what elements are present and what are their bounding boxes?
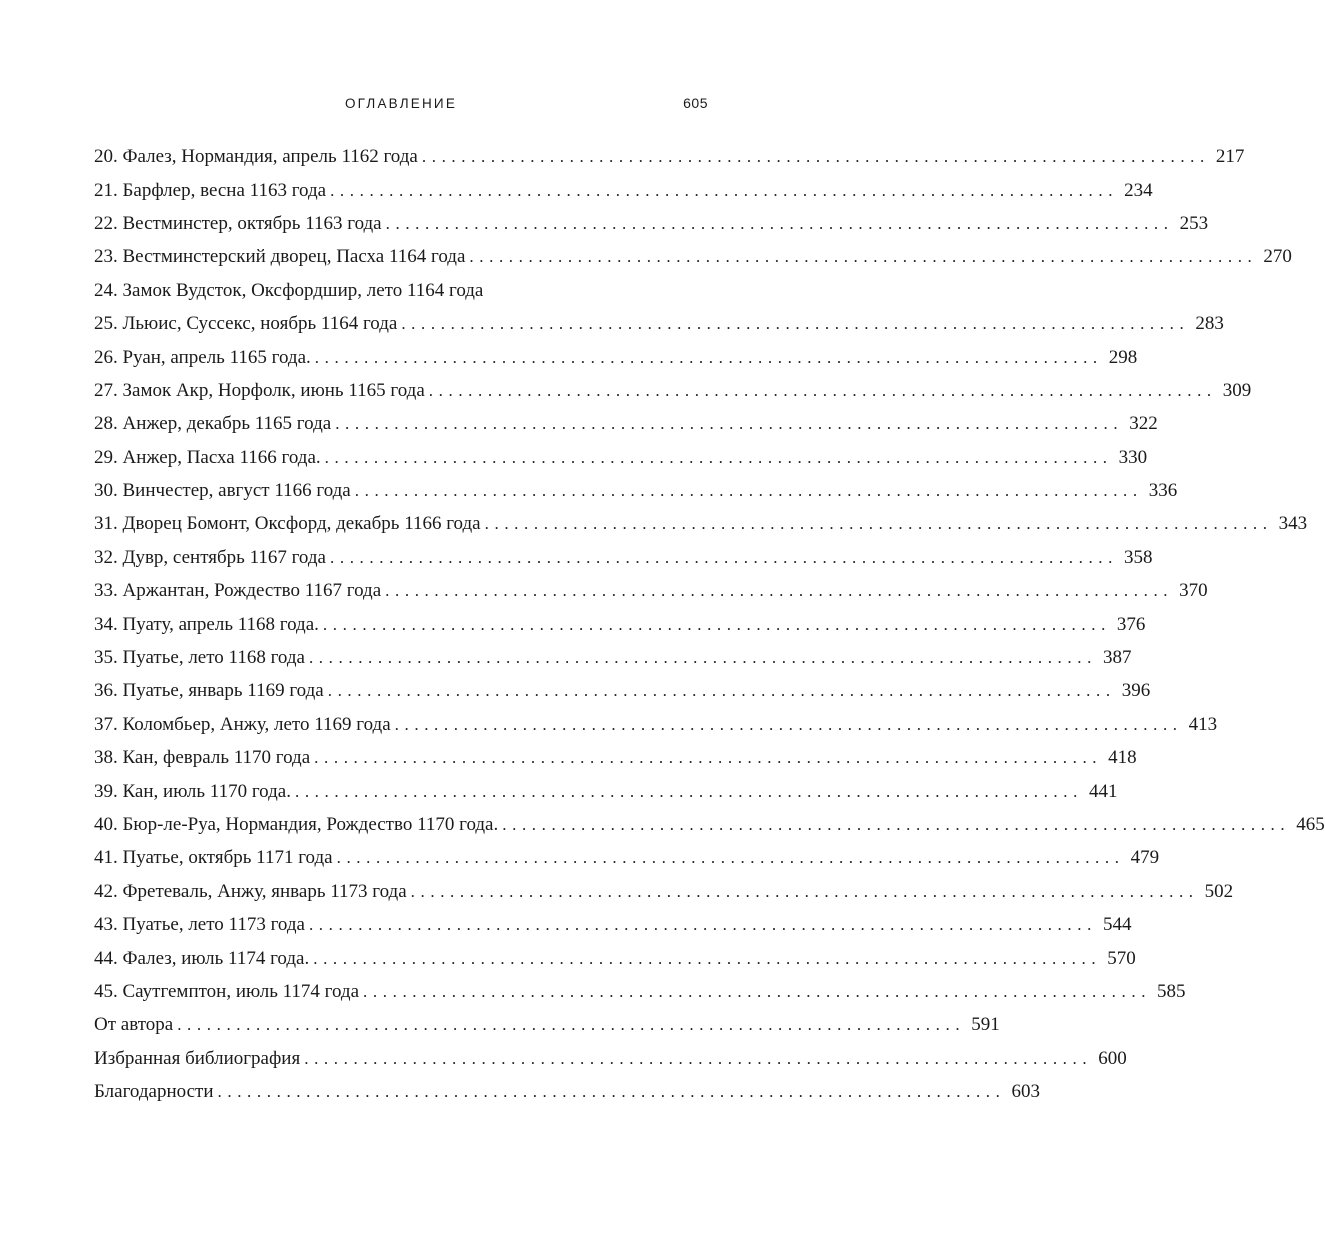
toc-entry-title: 39. Кан, июль 1170 года. (94, 780, 291, 802)
running-title: ОГЛАВЛЕНИЕ (344, 96, 458, 111)
toc-entry-page: 591 (971, 1014, 1000, 1036)
toc-entry-page: 322 (1129, 413, 1158, 435)
toc-entry-page: 502 (1204, 880, 1234, 902)
toc-entry-page: 283 (1195, 313, 1224, 335)
table-of-contents (94, 140, 1325, 1108)
toc-entry-title: 37. Коломбьер, Анжу, лето 1169 года (94, 713, 391, 735)
toc-dot-leader: ................................................................................ (502, 815, 1291, 834)
toc-entry-title: 24. Замок Вудсток, Оксфордшир, лето 1164 года (94, 279, 484, 301)
toc-dot-leader: ................................................................................ (217, 1082, 1006, 1102)
toc-dot-leader: ................................................................................ (401, 314, 1190, 334)
toc-entry[interactable] (94, 774, 1118, 807)
toc-entry-page: 253 (1179, 212, 1209, 234)
toc-entry-title: 25. Льюис, Суссекс, ноябрь 1164 года (94, 313, 398, 335)
toc-entry[interactable] (94, 1042, 1127, 1075)
toc-entry-title: От автора (94, 1014, 174, 1036)
toc-dot-leader: ................................................................................ (330, 180, 1119, 200)
toc-entry-page: 270 (1263, 246, 1292, 268)
toc-entry-title: 32. Дувр, сентябрь 1167 года (94, 546, 326, 568)
toc-entry-page: 570 (1107, 947, 1136, 969)
toc-dot-leader: ................................................................................ (336, 848, 1125, 868)
toc-entry[interactable] (94, 908, 1132, 941)
toc-entry[interactable] (94, 1008, 1000, 1041)
toc-entry-title: 29. Анжер, Пасха 1166 года. (94, 446, 321, 468)
toc-entry-title: 30. Винчестер, август 1166 года (94, 480, 351, 502)
running-header (94, 93, 708, 115)
toc-entry-page: 396 (1121, 680, 1151, 702)
toc-entry-title: 43. Пуатье, лето 1173 года (94, 914, 305, 936)
toc-entry-title: 45. Саутгемптон, июль 1174 года (94, 980, 360, 1002)
toc-entry[interactable] (94, 441, 1148, 474)
toc-entry-title: Избранная библиография (94, 1047, 301, 1069)
toc-entry-page: 234 (1124, 179, 1153, 201)
toc-entry[interactable] (94, 674, 1151, 707)
toc-entry[interactable] (94, 340, 1138, 373)
toc-entry-page: 330 (1118, 446, 1148, 468)
toc-dot-leader: ................................................................................ (314, 748, 1103, 768)
toc-entry-page: 441 (1088, 780, 1118, 802)
toc-entry-page: 309 (1222, 379, 1252, 401)
toc-entry-page: 465 (1296, 814, 1325, 835)
toc-entry-page: 376 (1116, 613, 1146, 635)
toc-entry-title: 20. Фалез, Нормандия, апрель 1162 года (94, 146, 418, 168)
toc-entry-title: 36. Пуатье, январь 1169 года (94, 680, 324, 702)
toc-entry[interactable] (94, 307, 1224, 340)
toc-entry-page: 479 (1130, 847, 1160, 869)
toc-dot-leader: ................................................................................ (327, 681, 1116, 701)
toc-entry[interactable] (94, 274, 708, 307)
toc-entry[interactable] (94, 374, 1252, 407)
toc-dot-leader: ................................................................................ (313, 948, 1102, 968)
toc-entry[interactable] (94, 607, 1146, 640)
toc-dot-leader: ................................................................................ (469, 247, 1258, 267)
toc-dot-leader: ................................................................................ (322, 614, 1111, 634)
toc-entry[interactable] (94, 574, 1208, 607)
toc-entry-title: 40. Бюр-ле-Руа, Нормандия, Рождество 1170 года. (94, 814, 499, 835)
toc-dot-leader: ................................................................................ (410, 881, 1199, 901)
toc-dot-leader: ................................................................................ (421, 147, 1210, 167)
toc-dot-leader: ................................................................................ (308, 915, 1097, 935)
toc-entry[interactable] (94, 708, 1218, 741)
toc-entry-page: 358 (1124, 546, 1153, 568)
toc-dot-leader: ................................................................................ (308, 648, 1097, 668)
toc-entry[interactable] (94, 741, 1137, 774)
toc-dot-leader: ................................................................................ (363, 981, 1152, 1001)
toc-entry-title: 41. Пуатье, октябрь 1171 года (94, 847, 333, 869)
toc-entry-title: 26. Руан, апрель 1165 года. (94, 346, 311, 368)
toc-entry[interactable] (94, 1075, 1040, 1108)
toc-entry[interactable] (94, 240, 1292, 273)
toc-entry-page: 603 (1011, 1081, 1040, 1103)
toc-dot-leader: ................................................................................ (428, 380, 1217, 400)
toc-entry-page: 413 (1188, 713, 1218, 735)
toc-entry-page: 387 (1102, 647, 1132, 669)
toc-entry[interactable] (94, 207, 1209, 240)
toc-entry[interactable] (94, 975, 1186, 1008)
toc-dot-leader: ................................................................................ (385, 581, 1174, 601)
toc-entry-title: 38. Кан, февраль 1170 года (94, 747, 311, 769)
toc-dot-leader: ................................................................................ (177, 1015, 966, 1035)
toc-entry[interactable] (94, 808, 1325, 841)
toc-entry-page: 217 (1215, 146, 1245, 168)
toc-dot-leader: ................................................................................ (330, 547, 1118, 567)
toc-dot-leader: ................................................................................ (324, 447, 1113, 467)
toc-entry-page: 370 (1179, 580, 1208, 602)
toc-entry-page: 336 (1148, 480, 1178, 502)
toc-entry[interactable] (94, 841, 1160, 874)
toc-entry-title: 33. Аржантан, Рождество 1167 года (94, 580, 382, 602)
toc-entry[interactable] (94, 140, 1245, 173)
toc-dot-leader: ................................................................................ (354, 481, 1143, 501)
toc-entry-title: 44. Фалез, июль 1174 года. (94, 947, 310, 969)
toc-dot-leader: ................................................................................ (314, 347, 1103, 367)
toc-dot-leader: ................................................................................ (394, 714, 1183, 734)
toc-entry-title: 35. Пуатье, лето 1168 года (94, 647, 305, 669)
toc-entry[interactable] (94, 875, 1234, 908)
toc-entry[interactable] (94, 641, 1132, 674)
toc-entry[interactable] (94, 541, 1153, 574)
toc-entry-page: 600 (1098, 1047, 1127, 1069)
toc-entry-title: Благодарности (94, 1081, 214, 1103)
toc-dot-leader: ................................................................................ (335, 414, 1124, 434)
toc-entry-page: 343 (1278, 513, 1308, 535)
toc-entry-title: 21. Барфлер, весна 1163 года (94, 179, 327, 201)
toc-entry-title: 23. Вестминстерский дворец, Пасха 1164 года (94, 246, 466, 268)
toc-entry[interactable] (94, 407, 1158, 440)
toc-entry[interactable] (94, 173, 1153, 206)
toc-dot-leader: ................................................................................ (484, 514, 1273, 534)
toc-entry-title: 22. Вестминстер, октябрь 1163 года (94, 212, 382, 234)
toc-entry-page: 298 (1108, 346, 1138, 368)
toc-entry-title: 28. Анжер, декабрь 1165 года (94, 413, 332, 435)
toc-dot-leader: ................................................................................ (294, 781, 1083, 801)
book-page (94, 0, 1325, 1241)
toc-entry[interactable] (94, 941, 1136, 974)
toc-entry-title: 27. Замок Акр, Норфолк, июнь 1165 года (94, 379, 425, 401)
toc-entry-title: 34. Пуату, апрель 1168 года. (94, 613, 319, 635)
toc-entry[interactable] (94, 507, 1308, 540)
toc-dot-leader: ................................................................................ (304, 1048, 1093, 1068)
toc-entry-page: 418 (1108, 747, 1137, 769)
toc-entry[interactable] (94, 474, 1178, 507)
page-number: 605 (683, 95, 708, 111)
toc-entry-title: 31. Дворец Бомонт, Оксфорд, декабрь 1166 года (94, 513, 481, 535)
toc-dot-leader: ................................................................................ (385, 213, 1174, 233)
toc-entry-title: 42. Фретеваль, Анжу, январь 1173 года (94, 880, 407, 902)
toc-entry-page: 544 (1102, 914, 1132, 936)
toc-entry-page: 585 (1157, 980, 1186, 1002)
